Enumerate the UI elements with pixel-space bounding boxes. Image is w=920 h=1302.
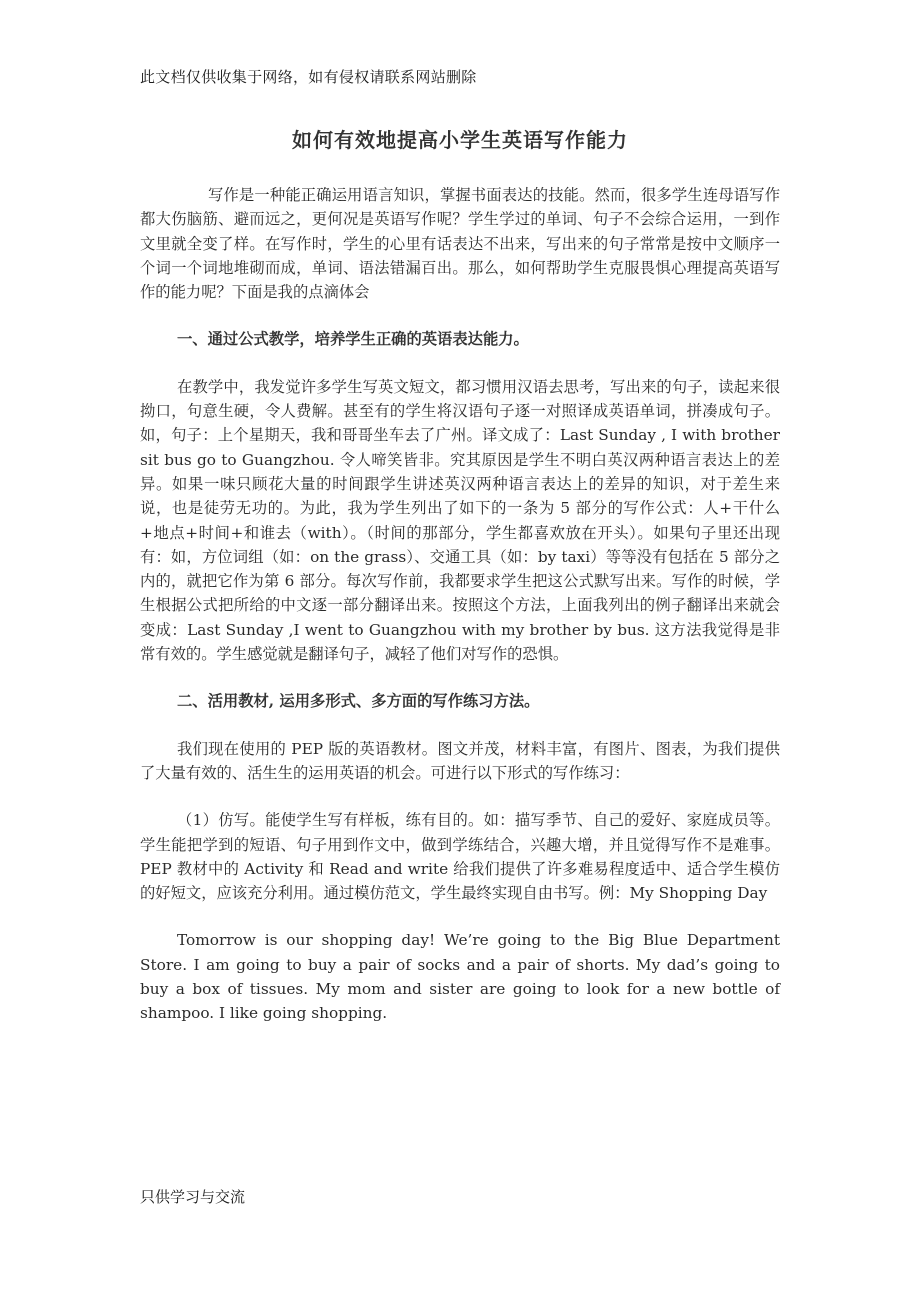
section2-heading: 二、活用教材, 运用多形式、多方面的写作练习方法。 <box>177 692 540 711</box>
spacer <box>140 714 780 737</box>
spacer <box>140 666 780 689</box>
spacer <box>140 304 780 327</box>
document-body <box>140 183 780 1026</box>
intro-paragraph: 写作是一种能正确运用语言知识，掌握书面表达的技能。然而，很多学生连母语写作都大伤脑筋、避而远之，更何况是英语写作呢？学生学过的单词、句子不会综合运用，一到作文里就全变了样。在写作时，学生的心里有话表达不出来，写出来的句子常常是按中文顺序一个词一个词地堆砌而成，单词、语法错漏百出。那么，如何帮助学生克服畏惧心理提高英语写作的能力呢？下面是我的点滴体会 <box>140 186 780 302</box>
spacer <box>140 785 780 808</box>
document-title: 如何有效地提高小学生英语写作能力 <box>292 128 628 152</box>
section1-heading: 一、通过公式教学，培养学生正确的英语表达能力。 <box>177 330 529 349</box>
imitation-item-paragraph: （1）仿写。能使学生写有样板，练有目的。如：描写季节、自己的爱好、家庭成员等。学生能把学到的短语、句子用到作文中，做到学练结合，兴趣大增，并且觉得写作不是难事。PEP 教材中的 Activity 和 Read and write 给我们提供了许多难易程度适中、适合学生模仿的好短文，应该充分利用。通过模仿范文，学生最终实现自由书写。例：My Shopping Day <box>140 811 780 903</box>
example-essay-paragraph: Tomorrow is our shopping day! We’re going to the Big Blue Department Store. I am going to buy a pair of socks and a pair of shorts. My dad’s going to buy a box of tissues. My mom and sister are going to look for a new bottle of shampoo. I like going shopping. <box>140 931 780 1023</box>
section1-paragraph: 在教学中，我发觉许多学生写英文短文，都习惯用汉语去思考，写出来的句子，读起来很拗口，句意生硬，令人费解。甚至有的学生将汉语句子逐一对照译成英语单词，拼凑成句子。如，句子：上个星期天，我和哥哥坐车去了广州。译文成了：Last Sunday , I with brother sit bus go to Guangzhou. 令人啼笑皆非。究其原因是学生不明白英汉两种语言表达上的差异。如果一味只顾花大量的时间跟学生讲述英汉两种语言表达上的差异的知识，对于差生来说，也是徒劳无功的。为此，我为学生列出了如下的一条为 5 部分的写作公式：人+干什么+地点+时间+和谁去（with）。（时间的那部分，学生都喜欢放在开头）。如果句子里还出现有：如，方位词组（如：on the grass）、交通工具（如：by taxi）等等没有包括在 5 部分之内的，就把它作为第 6 部分。每次写作前，我都要求学生把这公式默写出来。写作的时候，学生根据公式把所给的中文逐一部分翻译出来。按照这个方法，上面我列出的例子翻译出来就会变成：Last Sunday ,I went to Guangzhou with my brother by bus. 这方法我觉得是非常有效的。学生感觉就是翻译句子，减轻了他们对写作的恐惧。 <box>140 377 780 664</box>
spacer <box>140 905 780 928</box>
spacer <box>140 352 780 375</box>
header-note: 此文档仅供收集于网络，如有侵权请联系网站删除 <box>140 68 477 86</box>
footer-note: 只供学习与交流 <box>140 1188 246 1206</box>
section2-paragraph: 我们现在使用的 PEP 版的英语教材。图文并茂，材料丰富，有图片、图表，为我们提供了大量有效的、活生生的运用英语的机会。可进行以下形式的写作练习： <box>140 739 780 782</box>
